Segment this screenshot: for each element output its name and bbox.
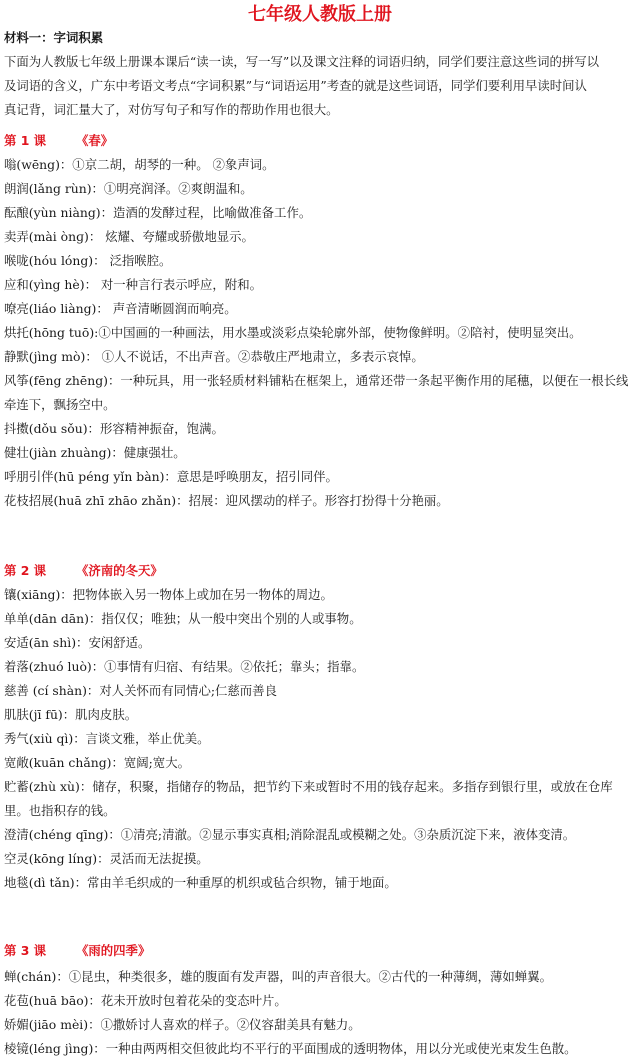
vocab-entry: 抖擞(dǒu sǒu)：形容精神振奋，饱满。 [4,421,224,436]
lesson-title: 《济南的冬天》 [76,563,163,578]
vocab-entry: 地毯(dì tǎn)：常由羊毛织成的一种重厚的机织或毡合织物，铺于地面。 [4,875,397,890]
vocab-entry: 慈善 (cí shàn)：对人关怀而有同情心;仁慈而善良 [4,683,277,698]
lesson-heading [4,560,636,582]
page-title: 七年级人教版上册 [248,4,392,25]
vocab-entry: 秀气(xiù qì)：言谈文雅，举止优美。 [4,731,210,746]
lesson-title: 《春》 [76,133,114,148]
vocab-entry: 静默(jìng mò)： ①人不说话，不出声音。②恭敬庄严地肃立，多表示哀悼。 [4,349,424,364]
material-heading: 材料一：字词积累 [4,30,104,45]
vocab-entry: 宽敞(kuān chǎng)：宽阔;宽大。 [4,755,190,770]
vocab-entry: 镶(xiāng)：把物体嵌入另一物体上或加在另一物体的周边。 [4,587,333,602]
vocab-entry: 呼朋引伴(hū péng yǐn bàn)：意思是呼唤朋友，招引同伴。 [4,469,338,484]
lesson-number: 第 1 课 [4,133,47,148]
vocab-entry: 牵连下，飘扬空中。 [4,397,116,412]
vocab-entry: 单单(dān dān)：指仅仅；唯独；从一般中突出个别的人或事物。 [4,611,362,626]
intro-line: 及词语的含义，广东中考语文考点“字词积累”与“词语运用”考查的就是这些词语，同学们要利用早读时间认 [4,78,587,93]
vocab-entry: 空灵(kōng líng)：灵活而无法捉摸。 [4,851,209,866]
vocab-entry: 蝉(chán)：①昆虫，种类很多，雄的腹面有发声器，叫的声音很大。②古代的一种薄绸，薄如蝉翼。 [4,969,552,984]
lesson-heading [4,130,636,152]
vocab-entry: 安适(ān shì)：安闲舒适。 [4,635,151,650]
lesson-number: 第 2 课 [4,563,47,578]
lesson-heading [4,940,636,962]
vocab-entry: 嘹亮(liáo liàng)： 声音清晰圆润而响亮。 [4,301,237,316]
vocab-entry: 应和(yìng hè)： 对一种言行表示呼应，附和。 [4,277,262,292]
vocab-entry: 花苞(huā bāo)：花未开放时包着花朵的变态叶片。 [4,993,287,1008]
vocab-entry: 喉咙(hóu lóng)： 泛指喉腔。 [4,253,172,268]
vocab-entry: 嗡(wēng)：①京二胡，胡琴的一种。 ②象声词。 [4,157,275,172]
vocab-entry: 朗润(lǎng rùn)：①明亮润泽。②爽朗温和。 [4,181,253,196]
vocab-entry: 烘托(hōng tuō):①中国画的一种画法，用水墨或淡彩点染轮廓外部，使物像鲜明。②陪衬，使明显突出。 [4,325,582,340]
lesson-number: 第 3 课 [4,943,47,958]
vocab-entry: 里。也指积存的钱。 [4,803,116,818]
vocab-entry: 着落(zhuó luò)：①事情有归宿、有结果。②依托；靠头；指靠。 [4,659,365,674]
intro-line: 真记背，词汇量大了，对仿写句子和写作的帮助作用也很大。 [4,102,339,117]
vocab-entry: 肌肤(jī fū)：肌肉皮肤。 [4,707,138,722]
lesson-title: 《雨的四季》 [76,943,151,958]
vocab-entry: 风筝(fēng zhēng)：一种玩具，用一张轻质材料铺粘在框架上，通常还带一条起平衡作用的尾穗，以便在一根长线 [4,373,629,388]
vocab-entry: 酝酿(yùn niàng)：造酒的发酵过程，比喻做准备工作。 [4,205,312,220]
vocab-entry: 娇媚(jiāo mèi)：①撒娇讨人喜欢的样子。②仪容甜美具有魅力。 [4,1017,361,1032]
vocab-entry: 健壮(jiàn zhuàng)：健康强壮。 [4,445,186,460]
intro-line: 下面为人教版七年级上册课本课后“读一读，写一写”以及课文注释的词语归纳，同学们要注意这些词的拼写以 [4,54,600,69]
vocab-entry: 贮蓄(zhù xù)：储存，积聚，指储存的物品，把节约下来或暂时不用的钱存起来。多指存到银行里，或放在仓库 [4,779,613,794]
vocab-entry: 棱镜(léng jìng)：一种由两两相交但彼此均不平行的平面围成的透明物体，用以分光或使光束发生色散。 [4,1041,577,1056]
vocab-entry: 卖弄(mài ònɡ)： 炫耀、夸耀或骄傲地显示。 [4,229,254,244]
vocab-entry: 澄清(chéng qīng)：①清亮;清澈。②显示事实真相;消除混乱或模糊之处。③杂质沉淀下来，液体变清。 [4,827,576,842]
vocab-entry: 花枝招展(huā zhī zhāo zhǎn)：招展：迎风摆动的样子。形容打扮得十分艳丽。 [4,493,449,508]
